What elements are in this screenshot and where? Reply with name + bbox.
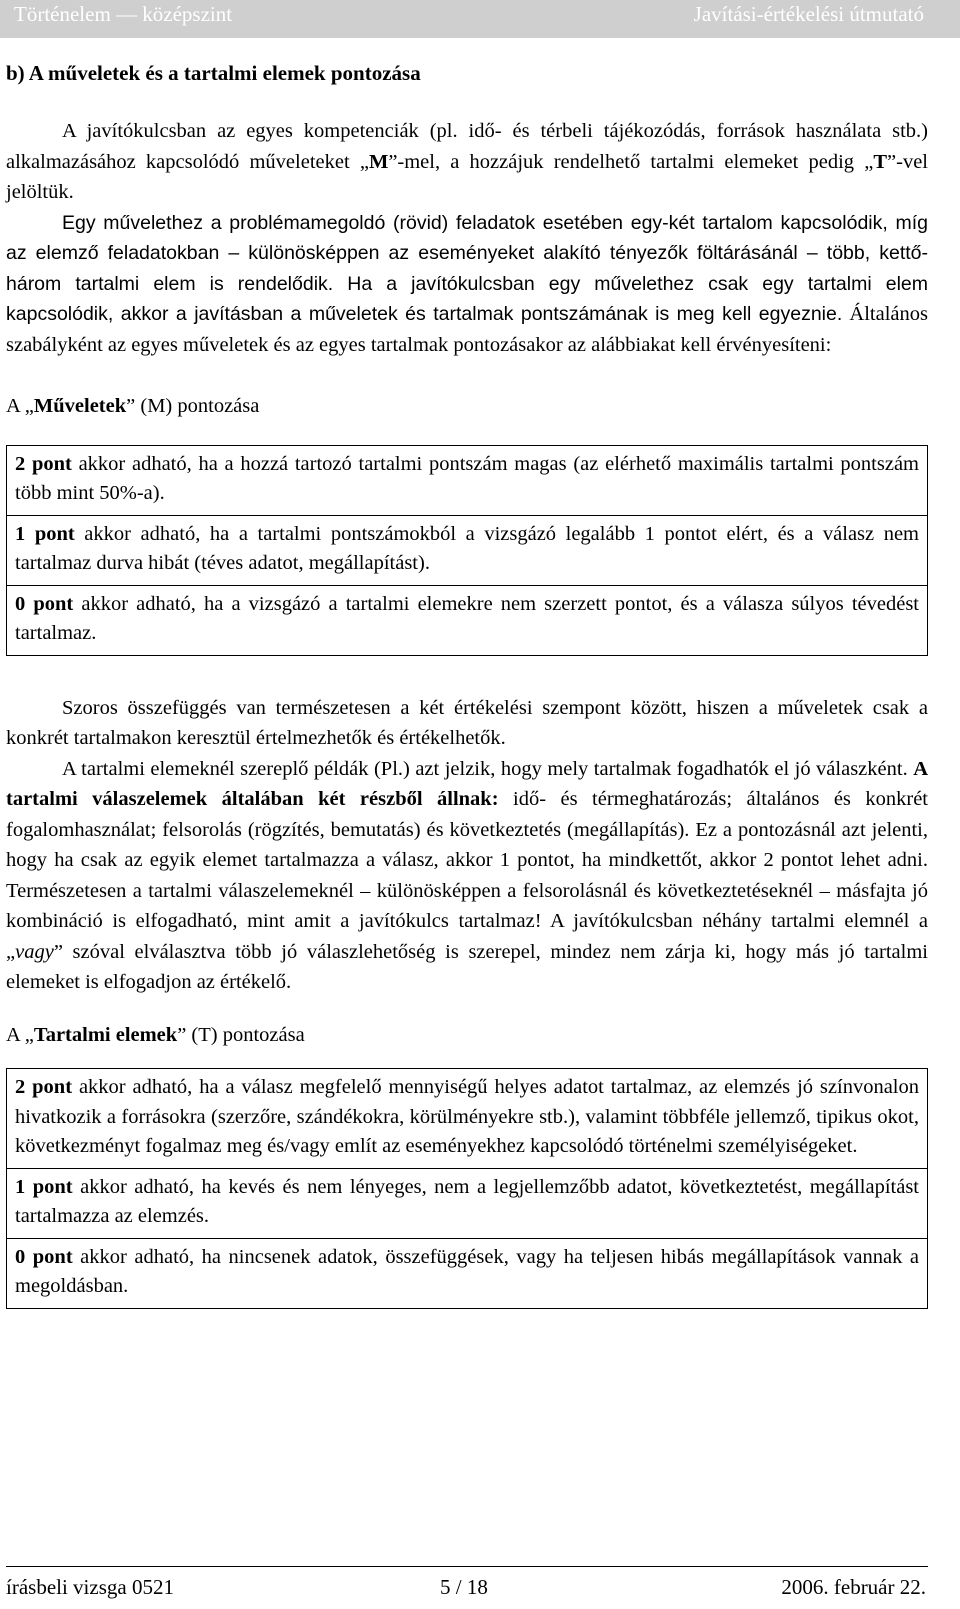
- muveletek-row: [7, 515, 927, 585]
- muveletek-heading: [6, 391, 928, 422]
- points-label: 2 pont: [15, 1076, 73, 1098]
- tartalmi-scoring-table: [6, 1068, 928, 1309]
- heading-bold: Műveletek: [33, 395, 127, 417]
- intro-paragraph-2: [6, 208, 928, 361]
- mark-m: M: [368, 150, 389, 173]
- middle-text-a: A tartalmi elemeknél szereplő példák (Pl.) azt jelzik, hogy mely tartalmak fogadhatók el jó válaszként.: [62, 757, 914, 780]
- tartalmi-heading: [6, 1020, 928, 1051]
- footer-date: 2006. február 22.: [781, 1575, 926, 1599]
- muveletek-row: [7, 446, 927, 515]
- points-text: akkor adható, ha a válasz megfelelő mennyiségű helyes adatot tartalmaz, az elemzés jó színvonalon hivatkozik a forrásokra (szerzőre, szándékokra, körülményekre stb.), valamint többféle jellemző, tipikus okot, következményt fogalmaz meg és/vagy említ az eseményekhez kapcsolódó történelmi személyiségeket.: [15, 1076, 919, 1157]
- footer-exam-code: írásbeli vizsga 0521: [6, 1575, 174, 1599]
- intro-text-c: ”-vel jelöltük.: [6, 150, 929, 203]
- middle-paragraph-2: [6, 754, 928, 998]
- heading-post: ” (T) pontozása: [177, 1023, 305, 1046]
- tartalmi-row: [7, 1168, 927, 1238]
- footer-divider: [6, 1566, 928, 1567]
- mark-t: T: [873, 150, 888, 173]
- heading-bold: Tartalmi elemek: [33, 1023, 178, 1046]
- points-label: 1 pont: [15, 1175, 73, 1198]
- middle-text-c: ” szóval elválasztva több jó válaszlehetőség is szerepel, mindez nem zárja ki, hogy más jó tartalmi elemeket is elfogadjon az értékelő.: [6, 940, 928, 993]
- header-subject: Történelem — középszint: [14, 2, 233, 26]
- intro-sans-text: Egy művelethez a problémamegoldó (rövid) feladatok esetében egy-két tartalom kapcsolódik, míg az elemző feladatokban – különösképpen az eseményeket alakító tényezők föltárásánál – több, kettő-három tartalmi elem is rendelődik. Ha a javítókulcsban egy művelethez csak egy tartalmi elem kapcsolódik, akkor a javításban a műveletek és tartalmak pontszámának is meg kell egyeznie.: [6, 211, 928, 325]
- points-label: 0 pont: [15, 1245, 73, 1268]
- muveletek-row: [7, 585, 927, 655]
- tartalmi-row: [7, 1238, 927, 1308]
- section-title: b) A műveletek és a tartalmi elemek pontozása: [6, 61, 421, 85]
- page-header: [0, 0, 960, 38]
- intro-paragraph-1: [6, 116, 928, 208]
- middle-paragraph-1: Szoros összefüggés van természetesen a két értékelési szempont között, hiszen a műveletek csak a konkrét tartalmakon keresztül értelmezhetők és értékelhetők.: [6, 696, 928, 749]
- points-text: akkor adható, ha a hozzá tartozó tartalmi pontszám magas (az elérhető maximális tartalmi pontszám több mint 50%-a).: [15, 452, 919, 504]
- points-text: akkor adható, ha a tartalmi pontszámokból a vizsgázó legalább 1 pontot elért, és a válasz nem tartalmaz durva hibát (téves adatot, megállapítást).: [15, 522, 919, 574]
- points-label: 2 pont: [15, 452, 72, 475]
- points-text: akkor adható, ha nincsenek adatok, összefüggések, vagy ha teljesen hibás megállapítások vannak a megoldásban.: [15, 1245, 919, 1297]
- intro-serif-text: Általános szabályként az egyes műveletek és az egyes tartalmak pontozásakor az alábbiakat kell érvényesíteni:: [6, 303, 928, 356]
- points-text: akkor adható, ha kevés és nem lényeges, nem a legjellemzőbb adatot, következtetést, megállapítást tartalmazza az elemzés.: [15, 1175, 919, 1227]
- points-label: 0 pont: [15, 592, 74, 615]
- heading-post: ” (M) pontozása: [126, 395, 260, 417]
- heading-pre: A „: [6, 395, 34, 417]
- muveletek-scoring-table: [6, 445, 928, 656]
- intro-text-a: A javítókulcsban az egyes kompetenciák (pl. idő- és térbeli tájékozódás, források használata stb.) alkalmazásához kapcsolódó műveleteket „: [6, 120, 928, 173]
- middle-text-b: idő- és térmeghatározás; általános és konkrét fogalomhasználat; felsorolás (rögzítés, bemutatás) és következtetés (megállapítás). Ez a pontozásnál azt jelenti, hogy ha csak az egyik elemet tartalmazza a válasz, akkor 1 pontot, ha mindkettőt, akkor 2 pontot lehet adni. Természetesen a tartalmi válaszelemeknél – különösképpen a felsorolásnál és következtetéseknél – másfajta jó kombináció is elfogadható, mint amit a javítókulcs tartalmaz! A javítókulcsban néhány tartalmi elemnél a „: [6, 788, 928, 963]
- tartalmi-row: [7, 1069, 927, 1168]
- middle-text-italic: vagy: [15, 940, 54, 963]
- page-content: [6, 58, 928, 1309]
- heading-pre: A „: [6, 1023, 34, 1046]
- points-label: 1 pont: [15, 522, 75, 545]
- intro-text-b: ”-mel, a hozzájuk rendelhető tartalmi elemeket pedig „: [388, 150, 874, 173]
- header-doc-type: Javítási-értékelési útmutató: [693, 2, 924, 26]
- footer-page-number: 5 / 18: [440, 1575, 488, 1599]
- points-text: akkor adható, ha a vizsgázó a tartalmi elemekre nem szerzett pontot, és a válasza súlyos tévedést tartalmaz.: [15, 592, 919, 644]
- middle-text-bold: A tartalmi válaszelemek általában két részből állnak:: [6, 757, 928, 810]
